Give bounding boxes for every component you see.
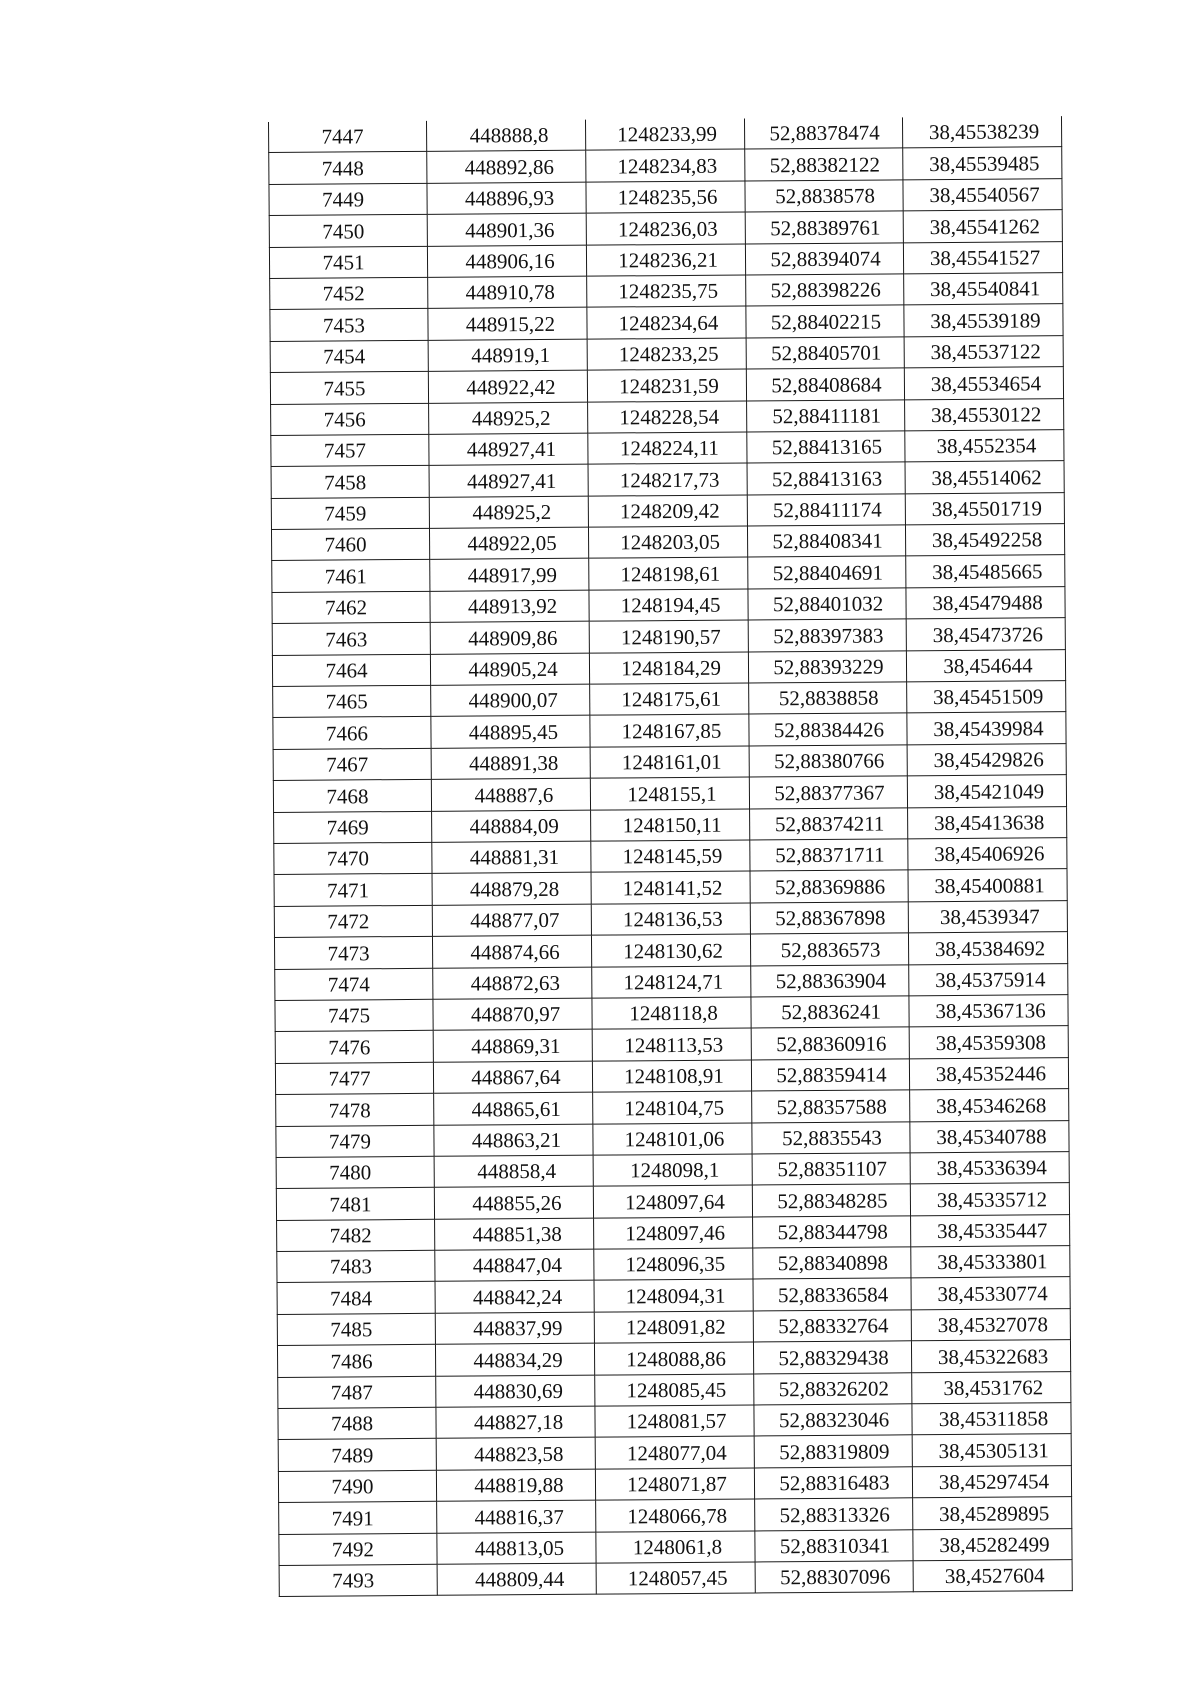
latitude-cell: 52,88340898	[753, 1247, 911, 1280]
longitude-cell: 38,45335712	[910, 1183, 1069, 1216]
table-row	[278, 1371, 1071, 1408]
point-number-cell: 7472	[274, 905, 432, 938]
point-number-cell: 7454	[270, 340, 428, 373]
table-row	[276, 1089, 1069, 1126]
table-row	[272, 649, 1065, 686]
latitude-cell: 52,88405701	[746, 337, 904, 370]
longitude-cell: 38,45311858	[912, 1403, 1071, 1436]
latitude-cell: 52,88384426	[749, 713, 907, 746]
point-number-cell: 7468	[273, 780, 431, 813]
longitude-cell: 38,45534654	[904, 367, 1063, 400]
table-row	[269, 116, 1062, 153]
table-row	[279, 1497, 1072, 1534]
y-coordinate-cell: 1248228,54	[588, 401, 747, 434]
table-row	[273, 681, 1066, 718]
point-number-cell: 7491	[279, 1501, 437, 1534]
table-row	[271, 430, 1064, 467]
x-coordinate-cell: 448874,66	[432, 935, 591, 968]
latitude-cell: 52,88408684	[746, 368, 904, 401]
y-coordinate-cell: 1248108,91	[592, 1060, 751, 1093]
x-coordinate-cell: 448827,18	[436, 1406, 595, 1439]
y-coordinate-cell: 1248061,8	[596, 1531, 755, 1564]
longitude-cell: 38,4552354	[905, 430, 1064, 463]
x-coordinate-cell: 448863,21	[434, 1124, 593, 1157]
point-number-cell: 7467	[273, 748, 431, 781]
point-number-cell: 7453	[270, 309, 428, 342]
longitude-cell: 38,45333801	[911, 1246, 1070, 1279]
y-coordinate-cell: 1248184,29	[589, 652, 748, 685]
point-number-cell: 7469	[274, 811, 432, 844]
latitude-cell: 52,88401032	[748, 588, 906, 621]
y-coordinate-cell: 1248198,61	[589, 557, 748, 590]
y-coordinate-cell: 1248101,06	[593, 1122, 752, 1155]
x-coordinate-cell: 448895,45	[431, 716, 590, 749]
longitude-cell: 38,45540567	[903, 178, 1062, 211]
longitude-cell: 38,45451509	[907, 681, 1066, 714]
table-row	[274, 806, 1067, 843]
x-coordinate-cell: 448896,93	[427, 182, 586, 215]
table-row	[272, 555, 1065, 592]
longitude-cell: 38,45473726	[906, 618, 1065, 651]
y-coordinate-cell: 1248096,35	[594, 1248, 753, 1281]
x-coordinate-cell: 448865,61	[434, 1092, 593, 1125]
latitude-cell: 52,8838858	[749, 682, 907, 715]
latitude-cell: 52,88316483	[754, 1467, 912, 1500]
table-row	[273, 775, 1066, 812]
point-number-cell: 7457	[271, 434, 429, 467]
x-coordinate-cell: 448888,8	[426, 120, 585, 152]
latitude-cell: 52,88332764	[753, 1310, 911, 1343]
x-coordinate-cell: 448870,97	[433, 998, 592, 1031]
latitude-cell: 52,88408341	[747, 525, 905, 558]
point-number-cell: 7465	[273, 685, 431, 718]
latitude-cell: 52,88413165	[747, 431, 905, 464]
table-row	[275, 995, 1068, 1032]
x-coordinate-cell: 448858,4	[434, 1155, 593, 1188]
x-coordinate-cell: 448905,24	[430, 653, 589, 686]
table-row	[272, 618, 1065, 655]
point-number-cell: 7463	[272, 623, 430, 656]
x-coordinate-cell: 448881,31	[432, 841, 591, 874]
point-number-cell: 7462	[272, 591, 430, 624]
latitude-cell: 52,88323046	[754, 1404, 912, 1437]
point-number-cell: 7458	[271, 466, 429, 499]
longitude-cell: 38,45327078	[911, 1308, 1070, 1341]
y-coordinate-cell: 1248155,1	[590, 777, 749, 810]
table-row	[277, 1340, 1070, 1377]
point-number-cell: 7474	[275, 968, 433, 1001]
y-coordinate-cell: 1248088,86	[594, 1342, 753, 1375]
longitude-cell: 38,45352446	[909, 1057, 1068, 1090]
table-row	[271, 461, 1064, 498]
x-coordinate-cell: 448834,29	[435, 1343, 594, 1376]
table-row	[276, 1120, 1069, 1157]
longitude-cell: 38,45359308	[909, 1026, 1068, 1059]
y-coordinate-cell: 1248231,59	[587, 369, 746, 402]
longitude-cell: 38,45289895	[913, 1497, 1072, 1530]
x-coordinate-cell: 448877,07	[432, 904, 591, 937]
longitude-cell: 38,45439984	[907, 712, 1066, 745]
latitude-cell: 52,88398226	[746, 274, 904, 307]
table-row	[279, 1560, 1072, 1597]
table-row	[274, 900, 1067, 937]
table-row	[271, 398, 1064, 435]
table-row	[270, 273, 1063, 310]
longitude-cell: 38,45406926	[908, 838, 1067, 871]
table-row	[274, 932, 1067, 969]
point-number-cell: 7459	[271, 497, 429, 530]
table-row	[279, 1528, 1072, 1565]
y-coordinate-cell: 1248098,1	[593, 1154, 752, 1187]
table-row	[270, 367, 1063, 404]
y-coordinate-cell: 1248130,62	[591, 934, 750, 967]
x-coordinate-cell: 448910,78	[428, 276, 587, 309]
table-row	[278, 1434, 1071, 1471]
x-coordinate-cell: 448855,26	[434, 1186, 593, 1219]
point-number-cell: 7452	[270, 277, 428, 310]
x-coordinate-cell: 448927,41	[429, 433, 588, 466]
longitude-cell: 38,45330774	[911, 1277, 1070, 1310]
table-row	[275, 1057, 1068, 1094]
latitude-cell: 52,88313326	[755, 1498, 913, 1531]
latitude-cell: 52,88336584	[753, 1278, 911, 1311]
x-coordinate-cell: 448837,99	[435, 1312, 594, 1345]
point-number-cell: 7473	[274, 936, 432, 969]
latitude-cell: 52,88393229	[748, 650, 906, 683]
latitude-cell: 52,8836241	[751, 996, 909, 1029]
x-coordinate-cell: 448842,24	[435, 1281, 594, 1314]
table-row	[277, 1308, 1070, 1345]
x-coordinate-cell: 448919,1	[428, 339, 587, 372]
y-coordinate-cell: 1248175,61	[590, 683, 749, 716]
y-coordinate-cell: 1248209,42	[588, 495, 747, 528]
latitude-cell: 52,88326202	[754, 1372, 912, 1405]
y-coordinate-cell: 1248124,71	[592, 966, 751, 999]
y-coordinate-cell: 1248077,04	[595, 1436, 754, 1469]
x-coordinate-cell: 448884,09	[432, 810, 591, 843]
longitude-cell: 38,45485665	[906, 555, 1065, 588]
y-coordinate-cell: 1248233,25	[587, 338, 746, 371]
latitude-cell: 52,88411174	[747, 494, 905, 527]
longitude-cell: 38,45539485	[903, 147, 1062, 180]
latitude-cell: 52,88310341	[755, 1529, 913, 1562]
y-coordinate-cell: 1248136,53	[591, 903, 750, 936]
point-number-cell: 7493	[279, 1564, 437, 1597]
y-coordinate-cell: 1248071,87	[595, 1468, 754, 1501]
table-row	[278, 1465, 1071, 1502]
latitude-cell: 52,88389761	[745, 211, 903, 244]
table-row	[274, 869, 1067, 906]
longitude-cell: 38,45346268	[910, 1089, 1069, 1122]
table-row	[273, 743, 1066, 780]
y-coordinate-cell: 1248150,11	[591, 809, 750, 842]
y-coordinate-cell: 1248235,75	[587, 275, 746, 308]
x-coordinate-cell: 448809,44	[437, 1563, 596, 1596]
table-row	[269, 147, 1062, 184]
table-row	[274, 838, 1067, 875]
latitude-cell: 52,88369886	[750, 870, 908, 903]
latitude-cell: 52,88413163	[747, 462, 905, 495]
point-number-cell: 7460	[271, 528, 429, 561]
coordinates-table-body	[269, 116, 1073, 1597]
x-coordinate-cell: 448915,22	[428, 308, 587, 341]
y-coordinate-cell: 1248161,01	[590, 746, 749, 779]
point-number-cell: 7485	[277, 1313, 435, 1346]
point-number-cell: 7487	[278, 1376, 436, 1409]
point-number-cell: 7490	[278, 1470, 436, 1503]
y-coordinate-cell: 1248236,03	[586, 212, 745, 245]
point-number-cell: 7450	[269, 215, 427, 248]
point-number-cell: 7448	[269, 152, 427, 185]
latitude-cell: 52,88307096	[755, 1561, 913, 1594]
longitude-cell: 38,45335447	[911, 1214, 1070, 1247]
longitude-cell: 38,45340788	[910, 1120, 1069, 1153]
latitude-cell: 52,88344798	[753, 1215, 911, 1248]
table-row	[272, 587, 1065, 624]
point-number-cell: 7455	[270, 371, 428, 404]
x-coordinate-cell: 448851,38	[435, 1218, 594, 1251]
point-number-cell: 7488	[278, 1407, 436, 1440]
point-number-cell: 7470	[274, 842, 432, 875]
latitude-cell: 52,8838578	[745, 180, 903, 213]
latitude-cell: 52,88382122	[745, 148, 903, 181]
x-coordinate-cell: 448867,64	[433, 1061, 592, 1094]
latitude-cell: 52,88319809	[754, 1435, 912, 1468]
y-coordinate-cell: 1248194,45	[589, 589, 748, 622]
longitude-cell: 38,45305131	[912, 1434, 1071, 1467]
x-coordinate-cell: 448927,41	[429, 464, 588, 497]
longitude-cell: 38,45400881	[908, 869, 1067, 902]
x-coordinate-cell: 448847,04	[435, 1249, 594, 1282]
x-coordinate-cell: 448891,38	[431, 747, 590, 780]
longitude-cell: 38,45540841	[904, 273, 1063, 306]
longitude-cell: 38,45541262	[903, 210, 1062, 243]
y-coordinate-cell: 1248085,45	[595, 1374, 754, 1407]
table-row	[269, 210, 1062, 247]
x-coordinate-cell: 448901,36	[427, 213, 586, 246]
latitude-cell: 52,88357588	[752, 1090, 910, 1123]
latitude-cell: 52,88367898	[750, 902, 908, 935]
y-coordinate-cell: 1248094,31	[594, 1279, 753, 1312]
point-number-cell: 7479	[276, 1125, 434, 1158]
x-coordinate-cell: 448823,58	[436, 1438, 595, 1471]
table-row	[269, 241, 1062, 278]
longitude-cell: 38,45282499	[913, 1528, 1072, 1561]
x-coordinate-cell: 448906,16	[427, 245, 586, 278]
y-coordinate-cell: 1248145,59	[591, 840, 750, 873]
longitude-cell: 38,454644	[906, 649, 1065, 682]
point-number-cell: 7489	[278, 1439, 436, 1472]
longitude-cell: 38,45537122	[904, 335, 1063, 368]
longitude-cell: 38,45421049	[907, 775, 1066, 808]
table-row	[270, 335, 1063, 372]
longitude-cell: 38,45514062	[905, 461, 1064, 494]
table-row	[278, 1403, 1071, 1440]
latitude-cell: 52,88402215	[746, 305, 904, 338]
x-coordinate-cell: 448869,31	[433, 1029, 592, 1062]
y-coordinate-cell: 1248091,82	[594, 1311, 753, 1344]
point-number-cell: 7478	[276, 1093, 434, 1126]
x-coordinate-cell: 448909,86	[430, 621, 589, 654]
point-number-cell: 7475	[275, 999, 433, 1032]
x-coordinate-cell: 448925,2	[429, 402, 588, 435]
y-coordinate-cell: 1248203,05	[588, 526, 747, 559]
latitude-cell: 52,88371711	[750, 839, 908, 872]
table-row	[276, 1183, 1069, 1220]
point-number-cell: 7466	[273, 717, 431, 750]
longitude-cell: 38,45336394	[910, 1152, 1069, 1185]
table-row	[271, 492, 1064, 529]
y-coordinate-cell: 1248113,53	[592, 1028, 751, 1061]
longitude-cell: 38,45297454	[912, 1465, 1071, 1498]
point-number-cell: 7480	[276, 1156, 434, 1189]
table-row	[271, 524, 1064, 561]
x-coordinate-cell: 448816,37	[437, 1500, 596, 1533]
y-coordinate-cell: 1248141,52	[591, 871, 750, 904]
x-coordinate-cell: 448887,6	[431, 778, 590, 811]
latitude-cell: 52,88351107	[752, 1153, 910, 1186]
longitude-cell: 38,45384692	[908, 932, 1067, 965]
longitude-cell: 38,45479488	[906, 587, 1065, 620]
point-number-cell: 7484	[277, 1282, 435, 1315]
longitude-cell: 38,45501719	[905, 492, 1064, 525]
table-row	[270, 304, 1063, 341]
point-number-cell: 7447	[269, 121, 427, 153]
latitude-cell: 52,88380766	[749, 745, 907, 778]
longitude-cell: 38,45375914	[909, 963, 1068, 996]
point-number-cell: 7492	[279, 1533, 437, 1566]
point-number-cell: 7482	[277, 1219, 435, 1252]
y-coordinate-cell: 1248081,57	[595, 1405, 754, 1438]
x-coordinate-cell: 448913,92	[430, 590, 589, 623]
latitude-cell: 52,88377367	[749, 776, 907, 809]
latitude-cell: 52,88378474	[744, 117, 902, 149]
y-coordinate-cell: 1248097,46	[594, 1217, 753, 1250]
longitude-cell: 38,45538239	[902, 116, 1061, 148]
y-coordinate-cell: 1248167,85	[590, 714, 749, 747]
y-coordinate-cell: 1248104,75	[593, 1091, 752, 1124]
point-number-cell: 7451	[269, 246, 427, 279]
x-coordinate-cell: 448892,86	[427, 151, 586, 184]
x-coordinate-cell: 448813,05	[437, 1532, 596, 1565]
table-row	[276, 1152, 1069, 1189]
latitude-cell: 52,88374211	[750, 807, 908, 840]
x-coordinate-cell: 448922,42	[428, 370, 587, 403]
coordinates-table	[268, 116, 1073, 1597]
latitude-cell: 52,8835543	[752, 1121, 910, 1154]
y-coordinate-cell: 1248234,83	[586, 149, 745, 182]
latitude-cell: 52,88360916	[751, 1027, 909, 1060]
x-coordinate-cell: 448830,69	[436, 1375, 595, 1408]
longitude-cell: 38,4527604	[913, 1560, 1072, 1593]
point-number-cell: 7456	[271, 403, 429, 436]
y-coordinate-cell: 1248217,73	[588, 463, 747, 496]
table-row	[277, 1277, 1070, 1314]
latitude-cell: 52,88348285	[752, 1184, 910, 1217]
x-coordinate-cell: 448872,63	[433, 967, 592, 1000]
point-number-cell: 7483	[277, 1250, 435, 1283]
x-coordinate-cell: 448900,07	[431, 684, 590, 717]
y-coordinate-cell: 1248118,8	[592, 997, 751, 1030]
x-coordinate-cell: 448925,2	[429, 496, 588, 529]
y-coordinate-cell: 1248234,64	[587, 306, 746, 339]
table-row	[275, 1026, 1068, 1063]
table-row	[273, 712, 1066, 749]
point-number-cell: 7449	[269, 183, 427, 216]
y-coordinate-cell: 1248057,45	[596, 1562, 755, 1595]
point-number-cell: 7477	[275, 1062, 433, 1095]
point-number-cell: 7481	[276, 1188, 434, 1221]
latitude-cell: 52,88329438	[753, 1341, 911, 1374]
latitude-cell: 52,8836573	[750, 933, 908, 966]
y-coordinate-cell: 1248235,56	[586, 181, 745, 214]
longitude-cell: 38,45413638	[908, 806, 1067, 839]
latitude-cell: 52,88363904	[751, 964, 909, 997]
latitude-cell: 52,88404691	[748, 556, 906, 589]
y-coordinate-cell: 1248236,21	[586, 244, 745, 277]
longitude-cell: 38,45367136	[909, 995, 1068, 1028]
longitude-cell: 38,4531762	[912, 1371, 1071, 1404]
y-coordinate-cell: 1248066,78	[596, 1499, 755, 1532]
longitude-cell: 38,45429826	[907, 743, 1066, 776]
latitude-cell: 52,88411181	[747, 399, 905, 432]
point-number-cell: 7486	[277, 1345, 435, 1378]
longitude-cell: 38,4539347	[908, 900, 1067, 933]
y-coordinate-cell: 1248190,57	[589, 620, 748, 653]
x-coordinate-cell: 448879,28	[432, 873, 591, 906]
y-coordinate-cell: 1248233,99	[585, 119, 744, 151]
latitude-cell: 52,88397383	[748, 619, 906, 652]
table-row	[275, 963, 1068, 1000]
table-row	[269, 178, 1062, 215]
longitude-cell: 38,45322683	[911, 1340, 1070, 1373]
x-coordinate-cell: 448922,05	[429, 527, 588, 560]
latitude-cell: 52,88359414	[751, 1059, 909, 1092]
x-coordinate-cell: 448917,99	[430, 559, 589, 592]
table-row	[277, 1246, 1070, 1283]
y-coordinate-cell: 1248097,64	[593, 1185, 752, 1218]
x-coordinate-cell: 448819,88	[436, 1469, 595, 1502]
longitude-cell: 38,45541527	[903, 241, 1062, 274]
table-row	[277, 1214, 1070, 1251]
point-number-cell: 7471	[274, 874, 432, 907]
latitude-cell: 52,88394074	[745, 242, 903, 275]
longitude-cell: 38,45539189	[904, 304, 1063, 337]
y-coordinate-cell: 1248224,11	[588, 432, 747, 465]
point-number-cell: 7461	[272, 560, 430, 593]
longitude-cell: 38,45530122	[905, 398, 1064, 431]
point-number-cell: 7476	[275, 1031, 433, 1064]
point-number-cell: 7464	[272, 654, 430, 687]
longitude-cell: 38,45492258	[905, 524, 1064, 557]
